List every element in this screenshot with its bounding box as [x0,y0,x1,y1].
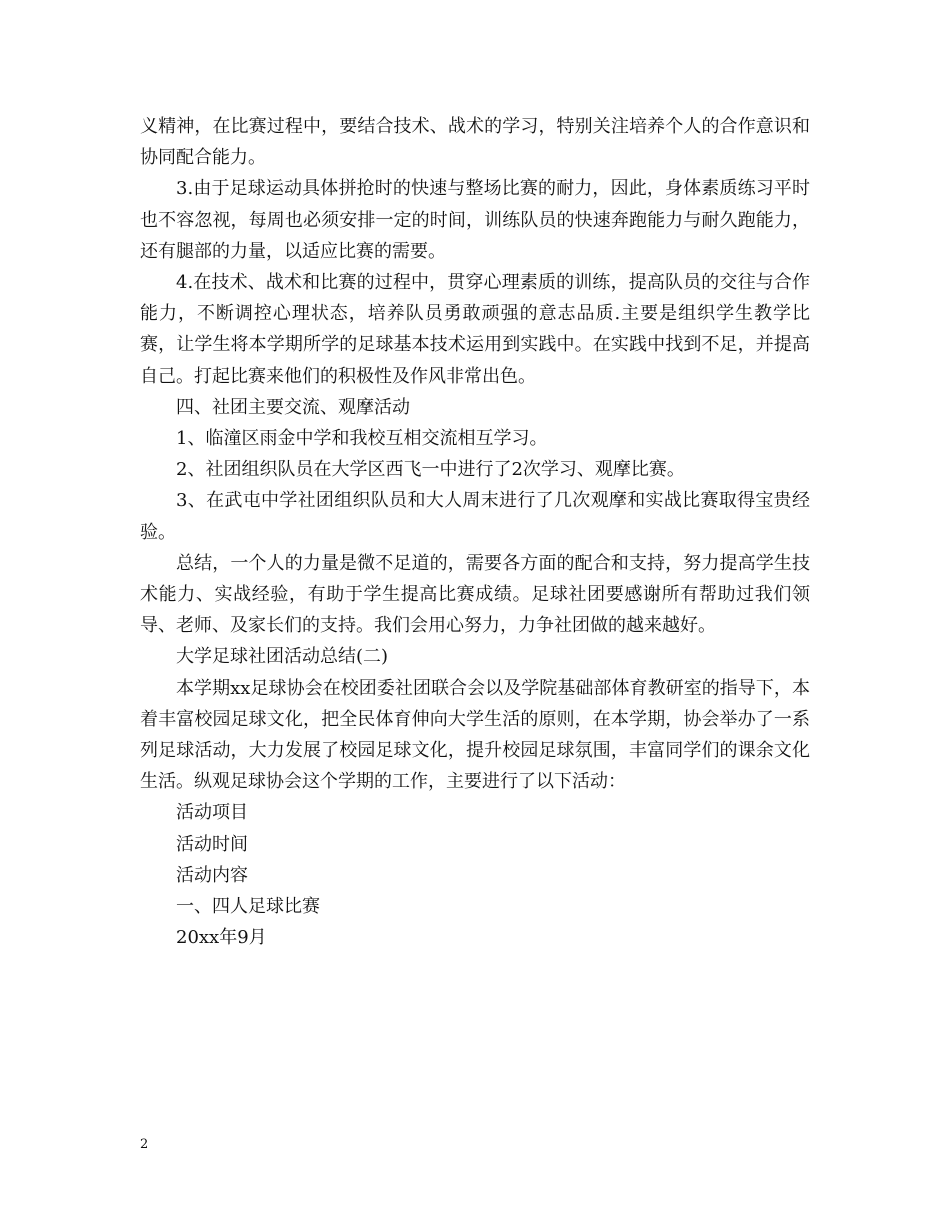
list-item: 1、临潼区雨金中学和我校互相交流相互学习。 [176,428,548,450]
paragraph: 4.在技术、战术和比赛的过程中，贯穿心理素质的训练，提高队员的交往与合作能力，不断调控心理状态，培养队员勇敢顽强的意志品质.主要是组织学生教学比赛，让学生将本学期所学的足球基本技术运用到实践中。在实践中找到不足，并提高自己。打起比赛来他们的积极性及作风非常出色。 [140,272,810,387]
page-number: 2 [140,1137,149,1152]
table-label: 活动项目 [176,802,248,824]
activity-date: 20xx年9月 [176,927,267,949]
table-label: 活动内容 [176,864,248,886]
document-subtitle: 大学足球社团活动总结(二) [176,646,389,668]
document-body [140,111,810,953]
list-item: 2、社团组织队员在大学区西飞一中进行了2次学习、观摩比赛。 [176,459,685,481]
list-item: 3、在武屯中学社团组织队员和大人周末进行了几次观摩和实战比赛取得宝贵经验。 [140,490,810,543]
paragraph: 义精神，在比赛过程中，要结合技术、战术的学习，特别关注培养个人的合作意识和协同配合能力。 [140,116,810,169]
paragraph: 3.由于足球运动具体拼抢时的快速与整场比赛的耐力，因此，身体素质练习平时也不容忽视，每周也必须安排一定的时间，训练队员的快速奔跑能力与耐久跑能力，还有腿部的力量，以适应比赛的需要。 [140,178,810,262]
paragraph: 总结，一个人的力量是微不足道的，需要各方面的配合和支持，努力提高学生技术能力、实战经验，有助于学生提高比赛成绩。足球社团要感谢所有帮助过我们领导、老师、及家长们的支持。我们会用心努力，力争社团做的越来越好。 [140,552,810,637]
paragraph: 本学期xx足球协会在校团委社团联合会以及学院基础部体育教研室的指导下，本着丰富校园足球文化，把全民体育伸向大学生活的原则，在本学期，协会举办了一系列足球活动，大力发展了校园足球文化，提升校园足球氛围，丰富同学们的课余文化生活。纵观足球协会这个学期的工作，主要进行了以下活动： [140,677,810,793]
section-heading: 四、社团主要交流、观摩活动 [176,396,410,418]
table-label: 活动时间 [176,833,248,855]
activity-title: 一、四人足球比赛 [176,896,320,918]
